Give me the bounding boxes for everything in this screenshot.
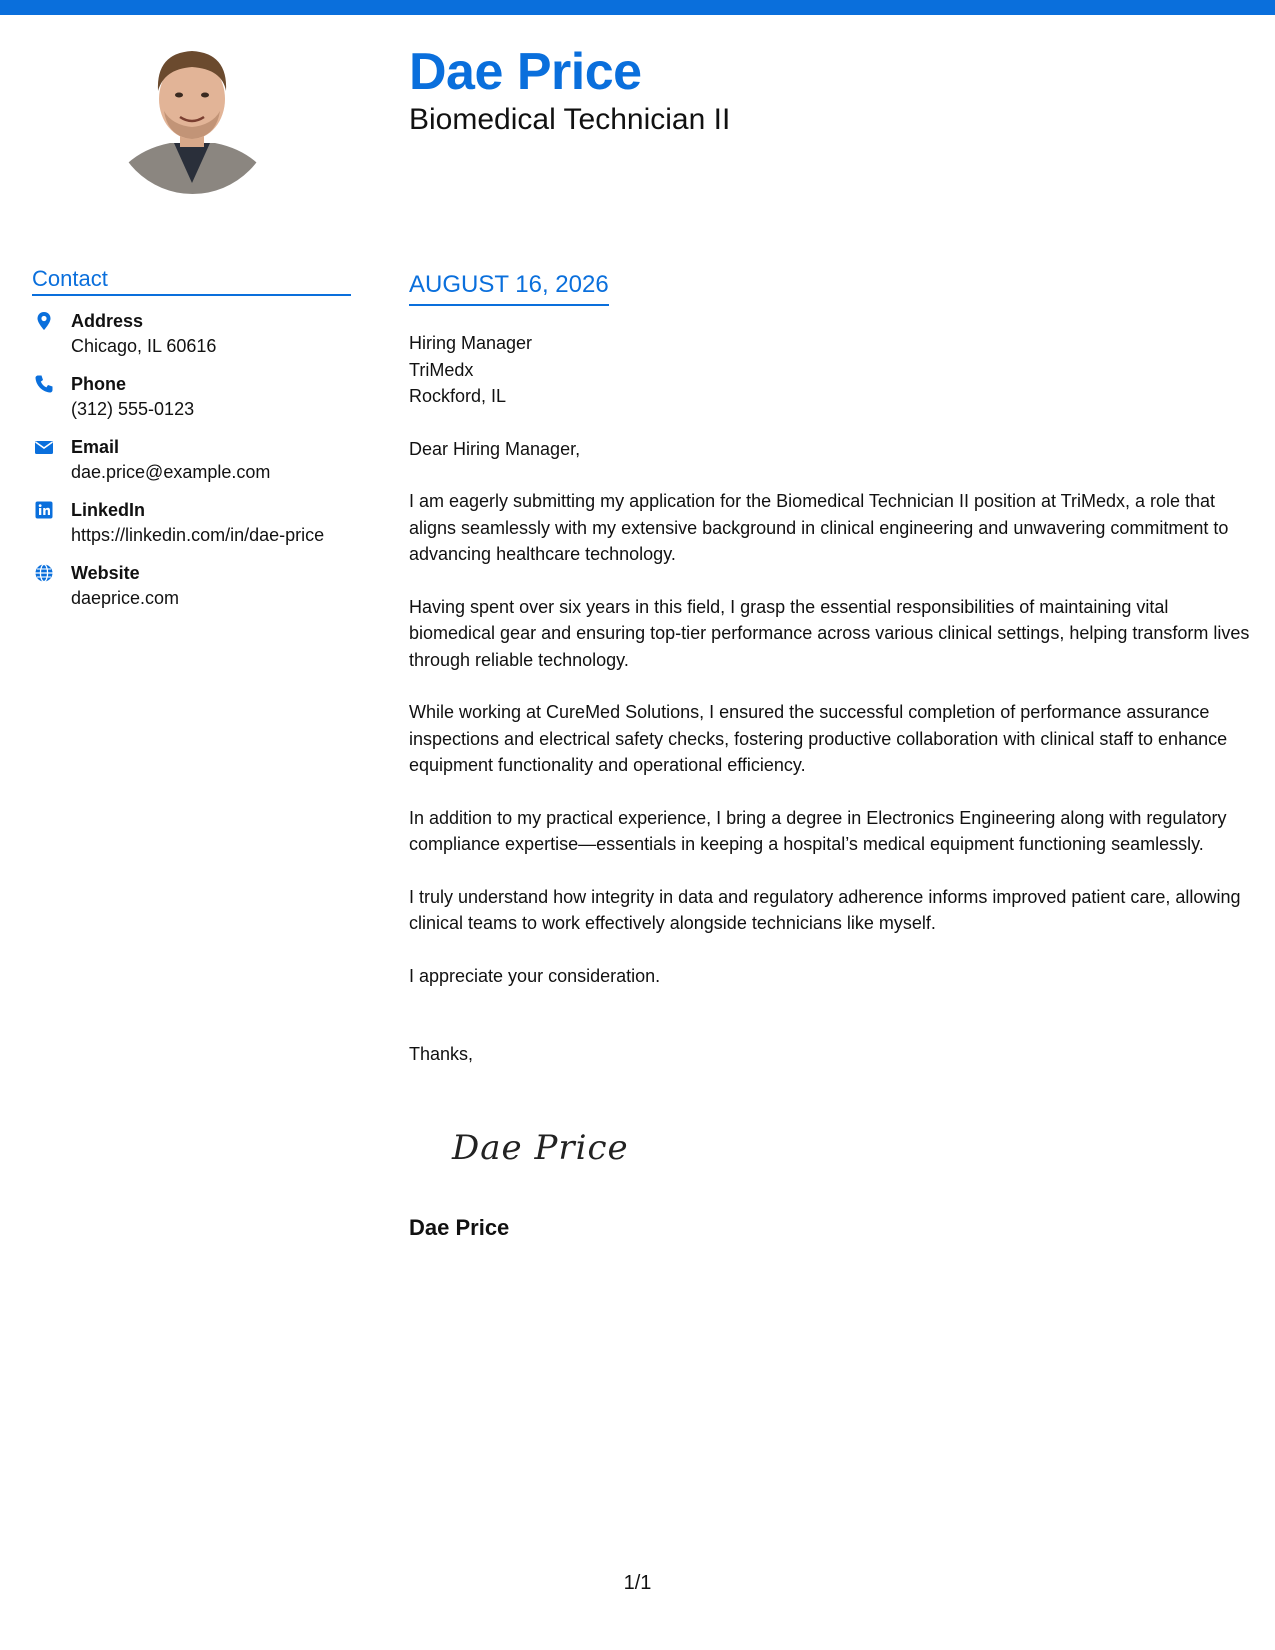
- paragraph: While working at CureMed Solutions, I ensured the successful completion of performance assurance inspections and electrical safety checks, fostering productive collaboration with clinical staff to enhance equipment functionality and operational efficiency.: [409, 702, 1228, 775]
- contact-heading: Contact: [32, 266, 351, 296]
- letter-date: AUGUST 16, 2026: [409, 270, 609, 306]
- recipient-line: Rockford, IL: [409, 386, 507, 406]
- contact-item-website: [32, 562, 362, 625]
- contact-item-email: [32, 436, 362, 499]
- handwritten-signature: Dae Price: [452, 1128, 629, 1168]
- contact-label: Phone: [71, 374, 127, 394]
- contact-value[interactable]: https://linkedin.com/in/dae-price: [71, 525, 325, 545]
- phone-icon: [34, 374, 54, 394]
- recipient-block: [409, 330, 1254, 410]
- globe-icon: [34, 563, 54, 583]
- contact-label: Website: [71, 563, 140, 583]
- page-number: 1/1: [623, 1572, 652, 1594]
- paragraph: I am eagerly submitting my application for the Biomedical Technician II position at TriMedx, a role that aligns seamlessly with my extensive background in clinical engineering and unwavering commitment to advancing healthcare technology.: [409, 491, 1229, 564]
- applicant-name: Dae Price: [409, 43, 642, 101]
- contact-value[interactable]: dae.price@example.com: [71, 462, 271, 482]
- contact-list: [32, 310, 362, 625]
- paragraph: I truly understand how integrity in data and regulatory adherence informs improved patient care, allowing clinical teams to work effectively alongside technicians like myself.: [409, 886, 1241, 933]
- contact-value: Chicago, IL 60616: [71, 336, 217, 356]
- contact-item-phone: [32, 373, 362, 436]
- contact-value: (312) 555-0123: [71, 399, 195, 419]
- contact-item-address: [32, 310, 362, 373]
- recipient-line: Hiring Manager: [409, 333, 533, 353]
- contact-value[interactable]: daeprice.com: [71, 588, 180, 608]
- top-accent-bar: [0, 0, 1275, 15]
- applicant-title: Biomedical Technician II: [409, 103, 731, 136]
- sign-off: Thanks,: [409, 1044, 474, 1064]
- contact-label: LinkedIn: [71, 500, 146, 520]
- paragraph: Having spent over six years in this field, I grasp the essential responsibilities of maintaining vital biomedical gear and ensuring top-tier performance across various clinical settings, helping transform lives through reliable technology.: [409, 596, 1250, 670]
- paragraph: In addition to my practical experience, I bring a degree in Electronics Engineering along with regulatory compliance expertise—essentials in keeping a hospital’s medical equipment functioning seamlessly.: [409, 807, 1227, 854]
- contact-label: Email: [71, 437, 120, 457]
- location-pin-icon: [34, 311, 54, 331]
- letter-body: [409, 330, 1254, 1094]
- signer-name: Dae Price: [409, 1215, 510, 1240]
- recipient-line: TriMedx: [409, 359, 474, 380]
- greeting: Dear Hiring Manager,: [409, 438, 581, 459]
- email-icon: [34, 437, 54, 457]
- linkedin-icon: [34, 500, 54, 520]
- closing: I appreciate your consideration.: [409, 965, 661, 986]
- contact-item-linkedin: [32, 499, 362, 562]
- contact-label: Address: [71, 311, 144, 331]
- profile-photo: [112, 33, 273, 194]
